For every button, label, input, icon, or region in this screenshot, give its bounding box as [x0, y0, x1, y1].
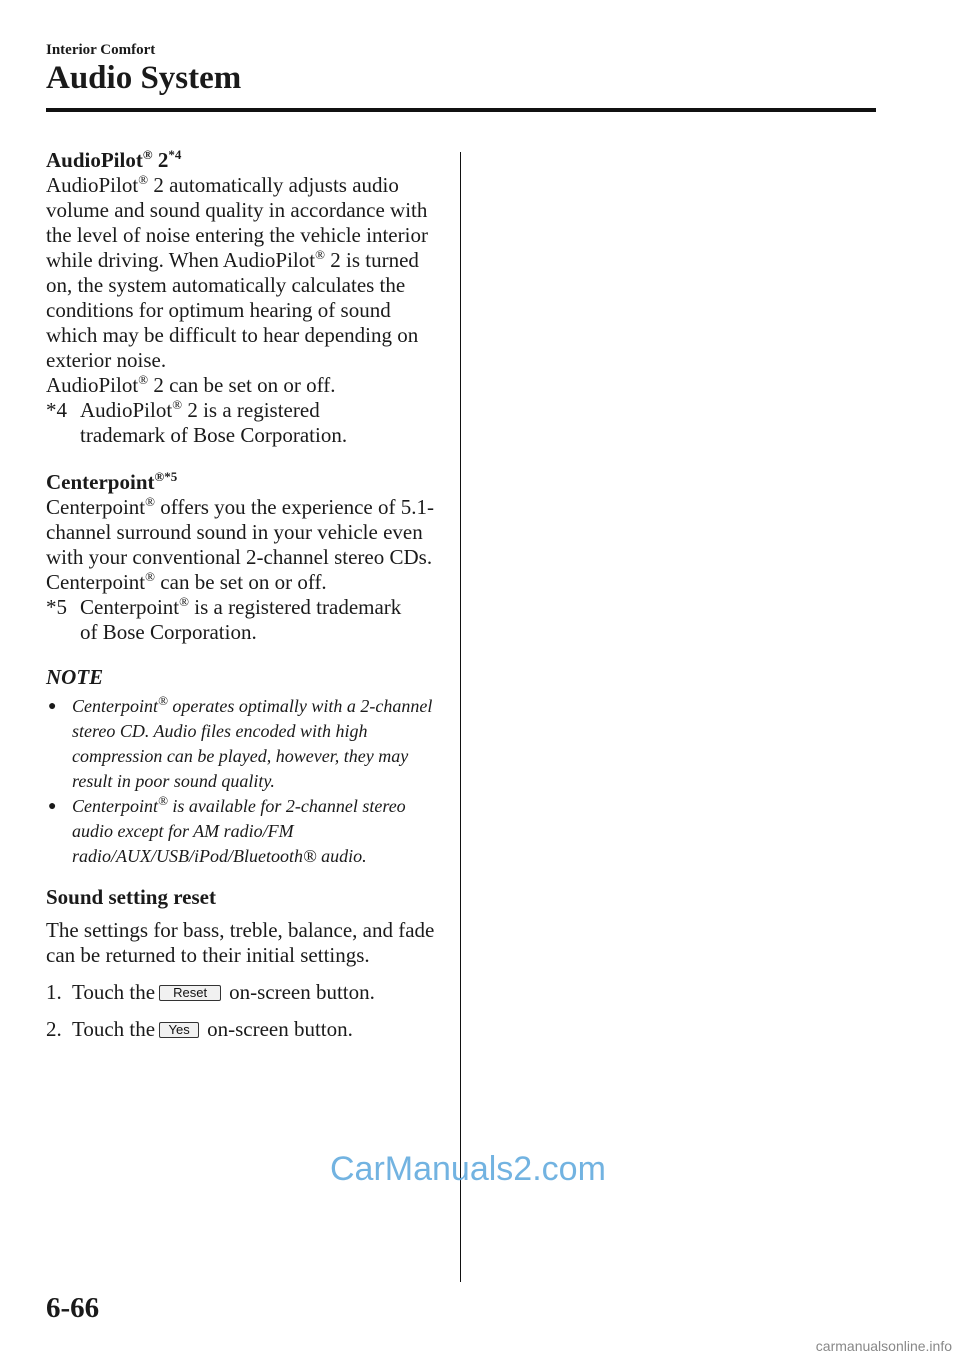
note-title: NOTE [46, 665, 104, 689]
audiopilot-onoff: AudioPilot® 2 can be set on or off. [46, 372, 336, 397]
bullet-icon: ● [48, 699, 57, 714]
note-item: ● Centerpoint® is available for 2-channel stereo audio except for AM radio/FM radio/AUX/USB/iPod/Bluetooth® audio. [48, 793, 406, 866]
reset-button[interactable]: Reset [159, 985, 221, 1001]
centerpoint-description: Centerpoint® offers you the experience of 5.1-channel surround sound in your vehicle even with your conventional 2-channel stereo CDs. Centerpoint® can be set on or off. [46, 494, 434, 594]
reset-description: The settings for bass, treble, balance, and fade can be returned to their initial settings. [46, 918, 435, 967]
reset-heading: Sound setting reset [46, 885, 216, 909]
yes-button[interactable]: Yes [159, 1022, 199, 1038]
column-divider [460, 152, 461, 1282]
left-column [46, 148, 446, 1042]
note-list [46, 694, 446, 869]
reset-step-2: 2. Touch the Yes on-screen button. [46, 1017, 353, 1041]
centerpoint-heading: Centerpoint$^{®*5}$ [46, 469, 178, 494]
footer-site: carmanualsonline.info [815, 1338, 952, 1354]
bullet-icon: ● [48, 799, 57, 814]
audiopilot-heading: AudioPilot® 2$^{*4}$ [46, 147, 182, 172]
watermark: CarManuals2.com [330, 1150, 606, 1188]
audiopilot-footnote: *4 AudioPilot® 2 is a registered trademark of Bose Corporation. [46, 397, 348, 447]
header-rule [46, 108, 876, 112]
reset-step-1: 1. Touch the Reset on-screen button. [46, 980, 375, 1004]
section-label: Interior Comfort [46, 42, 156, 58]
audiopilot-description: AudioPilot® 2 automatically adjusts audio volume and sound quality in accordance with the level of noise entering the vehicle interior while driving. When AudioPilot® 2 is turned on, the system automatically calculates the conditions for optimum hearing of sound which may be difficult to hear depending on exterior noise. [46, 172, 428, 372]
page-number: 6-66 [46, 1292, 100, 1324]
centerpoint-footnote: *5 Centerpoint® is a registered trademark of Bose Corporation. [46, 594, 402, 644]
page-title: Audio System [46, 60, 242, 96]
note-item: ● Centerpoint® operates optimally with a 2-channel stereo CD. Audio files encoded with high compression can be played, however, they may result in poor sound quality. [48, 693, 433, 791]
